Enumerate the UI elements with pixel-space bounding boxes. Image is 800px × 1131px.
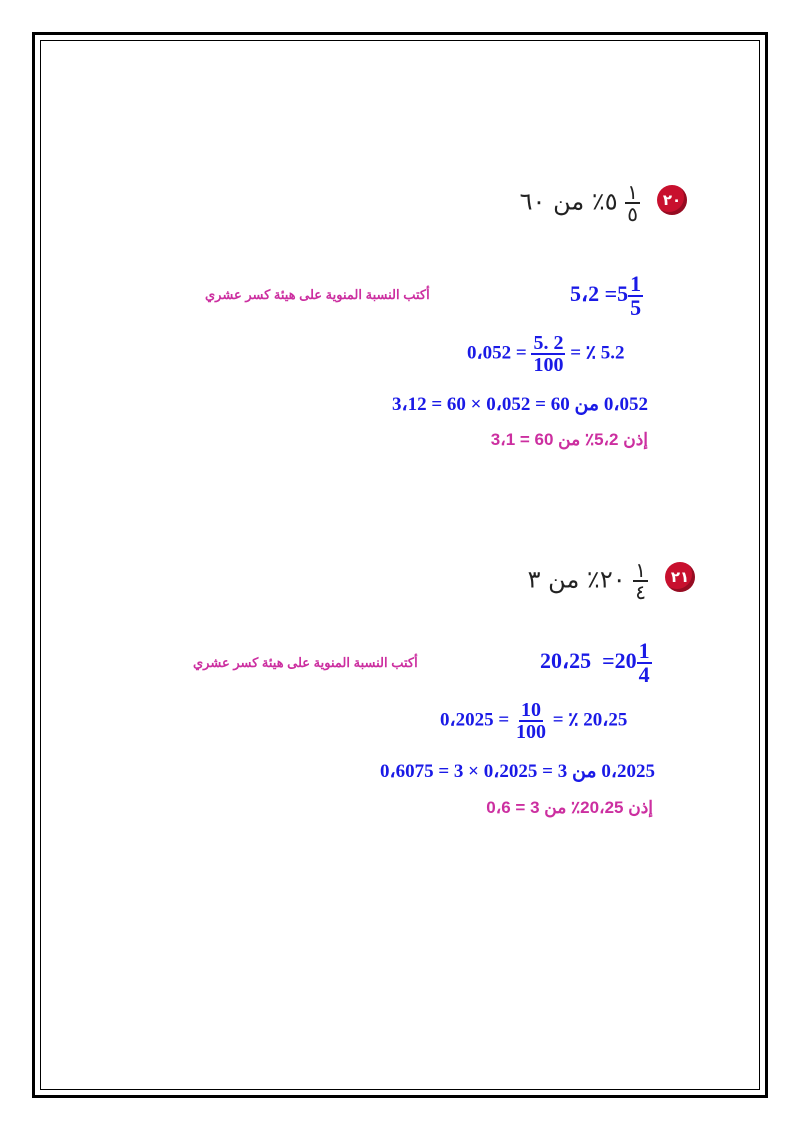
- fraction-numerator: ١: [627, 180, 638, 204]
- question-rest: ٪ من ٦٠: [519, 187, 605, 216]
- fraction-numerator: ١: [635, 558, 646, 582]
- step-mixed-to-decimal: [540, 640, 652, 686]
- problem-number-badge: ٢٠: [657, 185, 687, 215]
- step-left: 0،2025 =: [440, 709, 510, 731]
- answer-line: إذن 20،25٪ من 3 = 0،6: [486, 798, 653, 817]
- fraction-denominator: 5: [630, 295, 642, 320]
- answer-line: إذن 5،2٪ من 60 = 3،1: [490, 430, 648, 449]
- question-fraction: [625, 182, 640, 224]
- step-fraction: [628, 273, 643, 319]
- step-fraction: [637, 640, 652, 686]
- step-multiply: 0،052 من 60 = 0،052 × 60 = 3،12: [391, 394, 648, 415]
- fraction-denominator: ٤: [635, 580, 646, 604]
- step-right: = ٪ 5.2: [570, 342, 625, 364]
- hint-text: أكتب النسبة المنوية على هيئة كسر عشري: [205, 287, 430, 302]
- problem-number-badge: ٢١: [665, 562, 695, 592]
- step-mixed-to-decimal: [570, 273, 643, 319]
- fraction-denominator: ٥: [627, 202, 638, 226]
- problem-question: [520, 182, 640, 224]
- step-left: 0،052 =: [467, 342, 527, 364]
- page-border-inner: [40, 40, 760, 1090]
- step-multiply: 0،2025 من 3 = 0،2025 × 3 = 0،6075: [379, 761, 655, 782]
- fraction-numerator: 5. 2: [533, 332, 564, 354]
- step-text: 5،2 =5: [570, 281, 629, 307]
- fraction-numerator: 1: [630, 271, 642, 296]
- question-whole: ٢٠: [599, 565, 626, 594]
- step-fraction: [514, 700, 548, 742]
- question-whole: ٥: [604, 187, 618, 216]
- question-rest: ٪ من ٣: [527, 565, 600, 594]
- question-fraction: [633, 560, 648, 602]
- fraction-denominator: 4: [638, 662, 650, 687]
- fraction-denominator: 100: [533, 354, 564, 376]
- fraction-denominator: 100: [515, 721, 546, 743]
- step-right: = ٪ 20،25: [552, 709, 628, 731]
- problem-question: [528, 560, 648, 602]
- hint-text: أكتب النسبة المنوية على هيئة كسر عشري: [193, 655, 418, 670]
- step-percent-to-fraction: [440, 700, 627, 742]
- step-percent-to-fraction: [467, 333, 625, 375]
- step-text: 20،25 =20: [540, 648, 637, 674]
- step-fraction: [531, 333, 565, 375]
- fraction-numerator: 10: [520, 699, 541, 721]
- fraction-numerator: 1: [638, 638, 650, 663]
